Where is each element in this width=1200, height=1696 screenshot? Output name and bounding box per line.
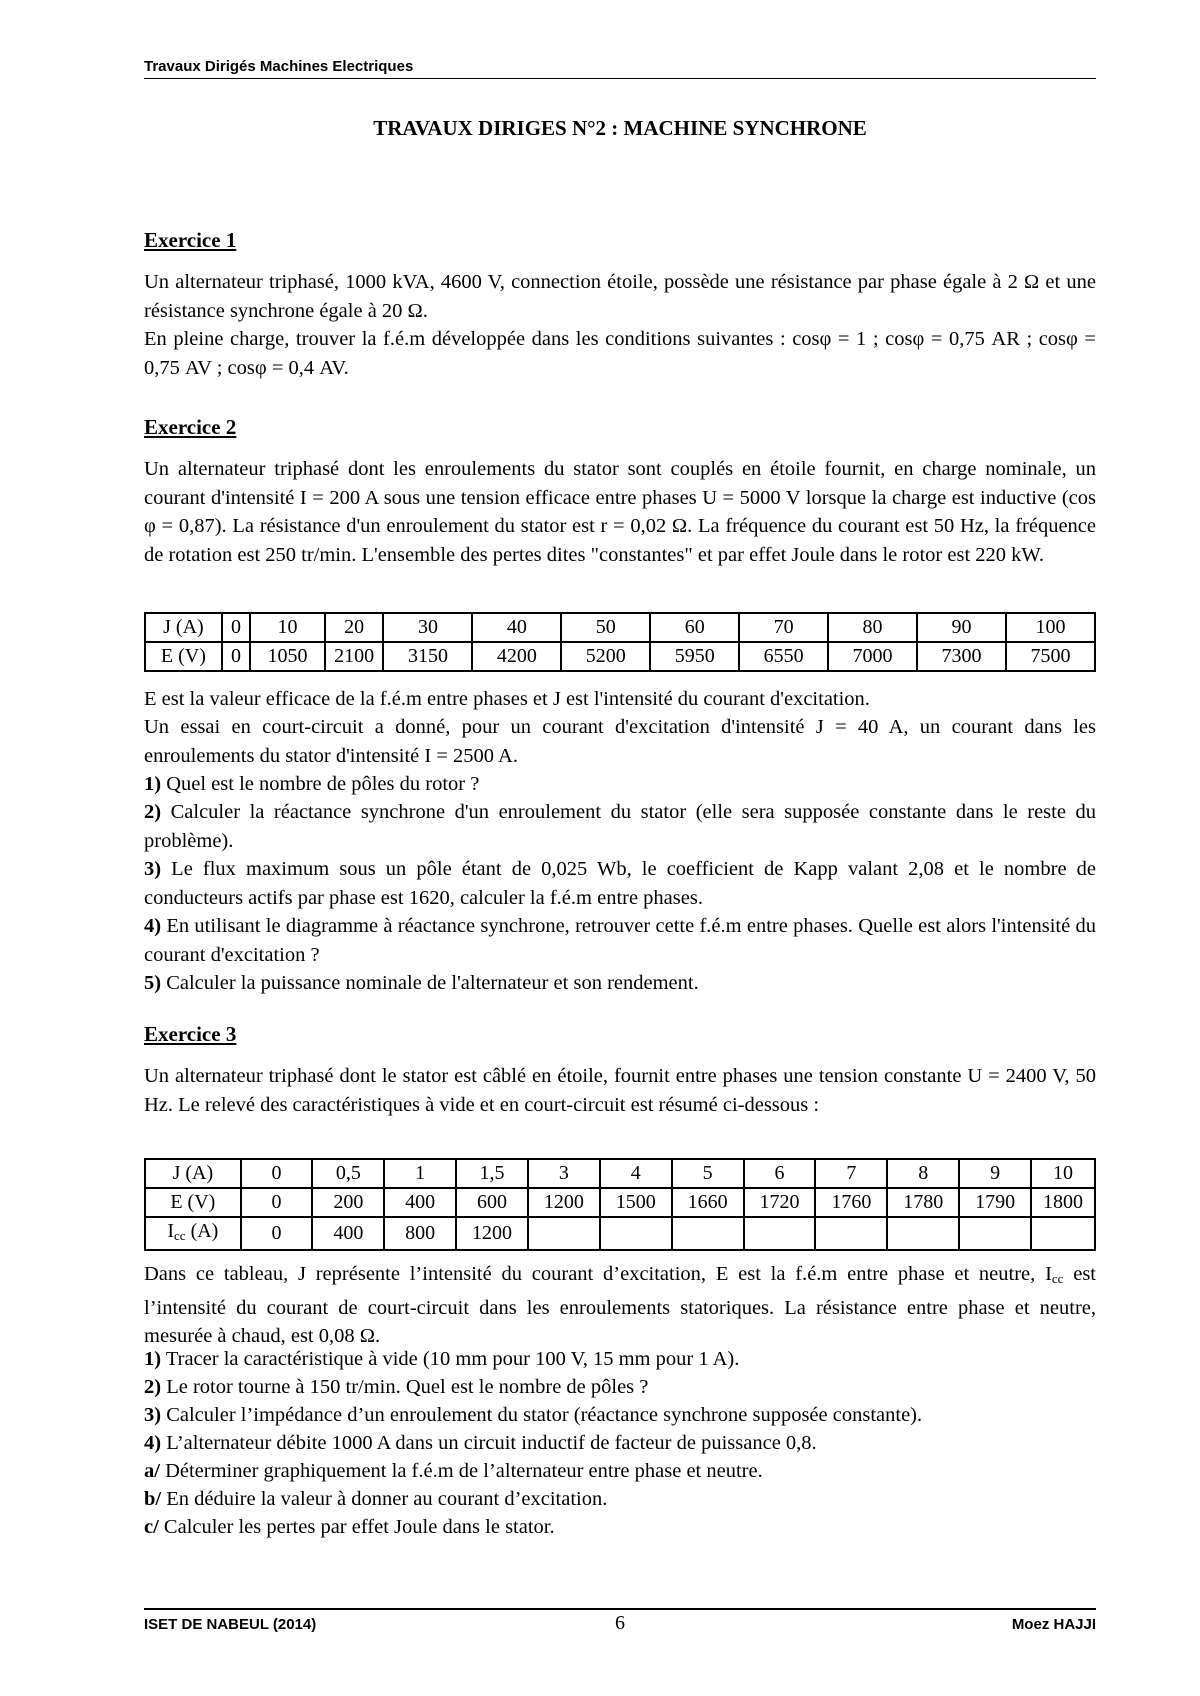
table-cell: 5200 [561,642,650,671]
table-cell: 10 [250,613,325,642]
exercise-2-title: Exercice 2 [144,415,237,439]
table-cell: 30 [383,613,472,642]
table-cell: 400 [384,1188,456,1217]
exercise-2-question-3: 3) Le flux maximum sous un pôle étant de 0,025 Wb, le coefficient de Kapp valant 2,08 et le nombre de conducteurs actifs par phase est 1620, calculer la f.é.m entre phases. [144,858,1096,909]
table-cell: 90 [917,613,1006,642]
exercise-3-question-4: 4) L’alternateur débite 1000 A dans un circuit inductif de facteur de puissance 0,8. [144,1432,817,1454]
table-cell: 6550 [739,642,828,671]
table-cell: 7 [815,1159,887,1188]
table-cell: 80 [828,613,917,642]
table-cell: 60 [650,613,739,642]
table-cell: 100 [1006,613,1095,642]
table-cell: 1200 [528,1188,600,1217]
table-cell: 1660 [672,1188,744,1217]
table-cell [815,1217,887,1250]
table-row [145,1217,1095,1250]
table-cell: 1760 [815,1188,887,1217]
table-cell: 1500 [600,1188,672,1217]
table-cell: 5950 [650,642,739,671]
exercise-2-short-circuit: Un essai en court-circuit a donné, pour un courant d'excitation d'intensité J = 40 A, un courant dans les enroulements du stator d'intensité I = 2500 A. [144,716,1096,767]
table-cell [744,1217,816,1250]
table-row [145,642,1095,671]
exercise-3-statement: Un alternateur triphasé dont le stator est câblé en étoile, fournit entre phases une tension constante U = 2400 V, 50 Hz. Le relevé des caractéristiques à vide et en court-circuit est résumé ci-dessous : [144,1065,1096,1116]
exercise-1-statement: Un alternateur triphasé, 1000 kVA, 4600 V, connection étoile, possède une résistance par phase égale à 2 Ω et une résistance synchrone égale à 20 Ω. [144,271,1096,322]
table-cell: 0 [241,1217,313,1250]
exercise-3-question-4a: a/ Déterminer graphiquement la f.é.m de l’alternateur entre phase et neutre. [144,1460,763,1482]
table-cell: 1 [384,1159,456,1188]
table-cell: 1720 [744,1188,816,1217]
exercise-3-description: Dans ce tableau, J représente l’intensité du courant d’excitation, E est la f.é.m entre phase et neutre, $I_{cc}$ est l’intensité du courant de court-circuit dans les enroulements statoriques. La résistance entre phase et neutre, mesurée à chaud, est 0,08 Ω. [144,1263,1096,1347]
exercise-3-table [144,1158,1096,1251]
exercise-3-question-4c: c/ Calculer les pertes par effet Joule dans le stator. [144,1516,555,1538]
table-cell: 0 [241,1159,313,1188]
table-cell: 1,5 [456,1159,528,1188]
table-cell [1031,1217,1095,1250]
exercise-2-question-5: 5) Calculer la puissance nominale de l'alternateur et son rendement. [144,972,699,994]
table-cell: 50 [561,613,650,642]
table-cell: 7300 [917,642,1006,671]
table-cell: 1790 [959,1188,1031,1217]
exercise-2-note: E est la valeur efficace de la f.é.m entre phases et J est l'intensité du courant d'excitation. [144,688,870,710]
table-cell: 7000 [828,642,917,671]
table-cell: 7500 [1006,642,1095,671]
exercise-2-question-2: 2) Calculer la réactance synchrone d'un enroulement du stator (elle sera supposée constante dans le reste du problème). [144,801,1096,852]
table-cell: E (V) [145,1188,241,1217]
table-cell [672,1217,744,1250]
table-cell: J (A) [145,613,222,642]
table-cell: 0 [222,642,250,671]
table-cell: 4200 [472,642,561,671]
table-cell: 0 [241,1188,313,1217]
page-title: TRAVAUX DIRIGES N°2 : MACHINE SYNCHRONE [373,116,867,140]
table-cell: 600 [456,1188,528,1217]
table-row [145,1188,1095,1217]
exercise-1-title: Exercice 1 [144,228,237,252]
table-cell: 1800 [1031,1188,1095,1217]
table-cell: 6 [744,1159,816,1188]
table-cell: 200 [312,1188,384,1217]
exercise-3-question-3: 3) Calculer l’impédance d’un enroulement du stator (réactance synchrone supposée constante). [144,1404,923,1426]
table-cell: 40 [472,613,561,642]
table-cell: 9 [959,1159,1031,1188]
table-cell: 4 [600,1159,672,1188]
exercise-2-statement: Un alternateur triphasé dont les enroulements du stator sont couplés en étoile fournit, en charge nominale, un courant d'intensité I = 200 A sous une tension efficace entre phases U = 5000 V lorsque la charge est inductive (cos φ = 0,87). La résistance d'un enroulement du stator est r = 0,02 Ω. La fréquence du courant est 50 Hz, la fréquence de rotation est 250 tr/min. L'ensemble des pertes dites "constantes" et par effet Joule dans le rotor est 220 kW. [144,458,1096,566]
table-cell [528,1217,600,1250]
table-cell: 5 [672,1159,744,1188]
exercise-2-question-1: 1) Quel est le nombre de pôles du rotor ? [144,773,480,795]
table-cell: 10 [1031,1159,1095,1188]
exercise-3-question-4b: b/ En déduire la valeur à donner au courant d’excitation. [144,1488,608,1510]
table-cell [600,1217,672,1250]
table-cell [887,1217,959,1250]
table-cell: 800 [384,1217,456,1250]
footer-rule [144,1608,1096,1610]
table-cell: 20 [325,613,384,642]
table-cell: 0,5 [312,1159,384,1188]
exercise-2-table [144,612,1096,672]
exercise-3-question-2: 2) Le rotor tourne à 150 tr/min. Quel est le nombre de pôles ? [144,1376,649,1398]
table-cell: 1050 [250,642,325,671]
table-cell: J (A) [145,1159,241,1188]
table-cell: 1200 [456,1217,528,1250]
header-rule [144,78,1096,79]
table-cell: 400 [312,1217,384,1250]
exercise-2-question-4: 4) En utilisant le diagramme à réactance synchrone, retrouver cette f.é.m entre phases. Quelle est alors l'intensité du courant d'excitation ? [144,915,1096,966]
table-row [145,613,1095,642]
table-row [145,1159,1095,1188]
table-cell: 70 [739,613,828,642]
table-cell: 3 [528,1159,600,1188]
table-cell: $I_{cc}$ (A) [145,1217,241,1250]
footer-institution: ISET DE NABEUL (2014) [144,1616,317,1633]
table-cell: 2100 [325,642,384,671]
exercise-3-title: Exercice 3 [144,1022,237,1046]
table-cell: 0 [222,613,250,642]
table-cell: 1780 [887,1188,959,1217]
table-cell: 8 [887,1159,959,1188]
table-cell: E (V) [145,642,222,671]
footer-author: Moez HAJJI [1011,1616,1096,1633]
exercise-1-question: En pleine charge, trouver la f.é.m développée dans les conditions suivantes : cosφ = 1 ; cosφ = 0,75 AR ; cosφ = 0,75 AV ; cosφ = 0,4 AV. [144,328,1096,379]
exercise-3-question-1: 1) Tracer la caractéristique à vide (10 mm pour 100 V, 15 mm pour 1 A). [144,1348,740,1370]
table-cell [959,1217,1031,1250]
page-number: 6 [615,1612,625,1634]
running-header: Travaux Dirigés Machines Electriques [144,58,414,75]
table-cell: 3150 [383,642,472,671]
